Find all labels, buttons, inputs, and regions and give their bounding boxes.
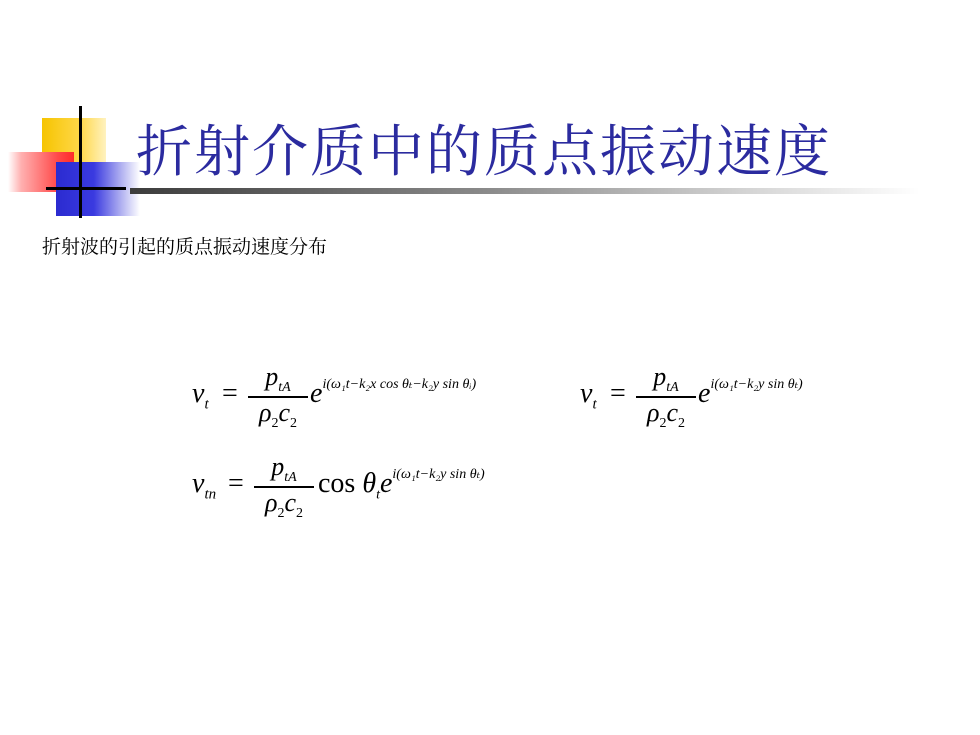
denominator: $\rho_2c_2$ (258, 398, 298, 432)
exponent: i(ω₁t−k₂y sin θₜ) (710, 377, 803, 392)
slide-title: 折射介质中的质点振动速度 (136, 120, 832, 185)
formula-lhs: $v_t$ (580, 378, 597, 413)
exponential-term: $e^{i(\omega_1t-k_2x cos \theta_t-k_2y sin \theta ᵢ)}$ (310, 377, 477, 409)
exponential-term: $e^{i(\omega_1t-k_2y sin \theta_t)}$ (698, 377, 803, 409)
denominator: $\rho_2c_2$ (646, 398, 686, 432)
numerator: $p_{tA}$ (271, 452, 297, 486)
fraction (248, 362, 308, 432)
cos-exponential-term: $\cos \theta_te^{i(\omega_1t-k_2y sin \theta_t)}$ (318, 467, 485, 503)
logo-vertical-line (79, 106, 82, 218)
denominator: $\rho_2c_2$ (264, 488, 304, 522)
title-underline (130, 188, 920, 194)
exponent: i(ω₁t−k₂x cos θₜ−k₂y sin θᵢ) (322, 377, 477, 392)
logo-horizontal-line (46, 187, 126, 190)
numerator: $p_{tA}$ (265, 362, 291, 396)
equals-sign: = (610, 378, 626, 409)
formula-lhs: $v_t$ (192, 378, 209, 413)
equals-sign: = (222, 378, 238, 409)
numerator: $p_{tA}$ (653, 362, 679, 396)
formula-vtn (192, 452, 542, 522)
formula-lhs: $v_{tn}$ (192, 468, 217, 503)
formula-vt-full (192, 362, 542, 432)
fraction (254, 452, 314, 522)
equals-sign: = (228, 468, 244, 499)
fraction (636, 362, 696, 432)
formula-vt-simple (580, 362, 850, 432)
slide-subtitle: 折射波的引起的质点振动速度分布 (42, 236, 328, 258)
exponent: i(ω₁t−k₂y sin θₜ) (392, 467, 485, 482)
